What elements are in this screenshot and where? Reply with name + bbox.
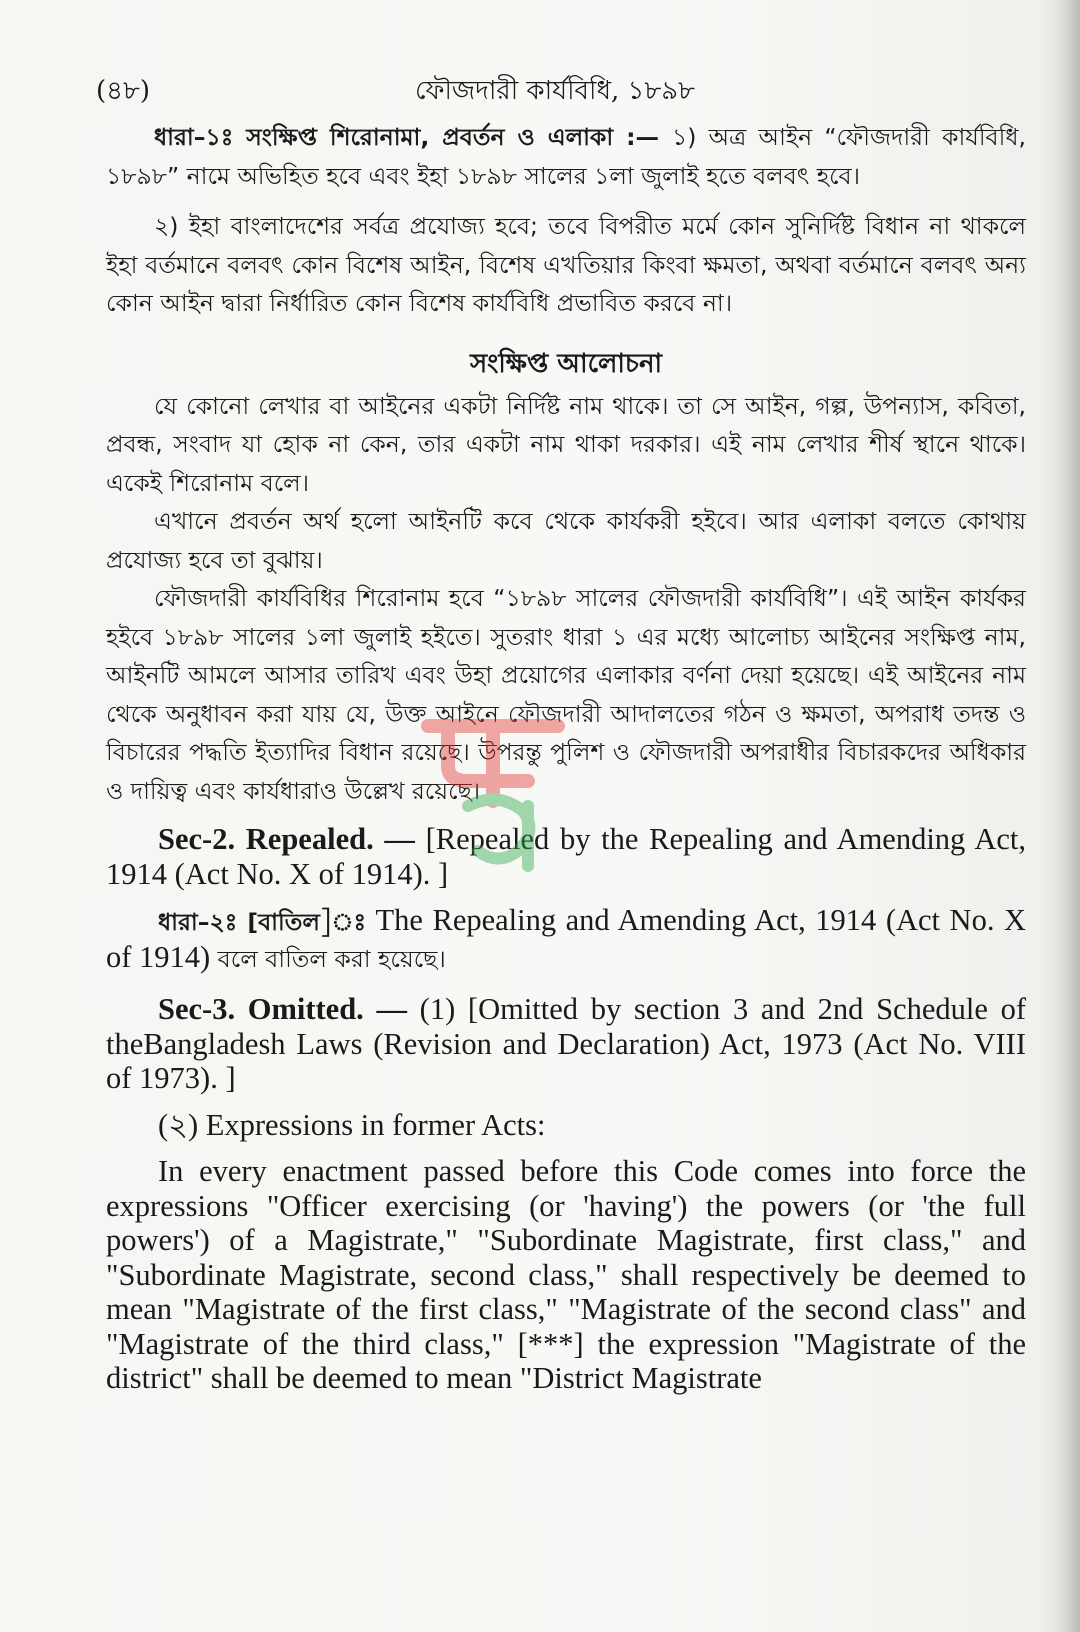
page-edge-shadow: [1054, 0, 1080, 1632]
section1-clause1: [106, 118, 1026, 195]
sec3-paragraph: [106, 992, 1026, 1096]
dhara2-text-bn: বলে বাতিল করা হয়েছে।: [210, 944, 446, 973]
dhara2-paragraph: [106, 903, 1026, 976]
sec3-heading: Sec-3. Omitted. —: [158, 992, 407, 1026]
discussion-para3: ফৌজদারী কার্যবিধির শিরোনাম হবে “১৮৯৮ সালের ফৌজদারী কার্যবিধি”। এই আইন কার্যকর হইবে ১৮৯৮ সালের ১লা জুলাই হইতে। সুতরাং ধারা ১ এর মধ্যে আলোচ্য আইনের সংক্ষিপ্ত নাম, আইনটি আমলে আসার তারিখ এবং উহা প্রয়োগের এলাকার বর্ণনা দেয়া হয়েছে। এই আইনের নাম থেকে অনুধাবন করা যায় যে, উক্ত আইনে ফৌজদারী আদালতের গঠন ও ক্ষমতা, অপরাধ তদন্ত ও বিচারের পদ্ধতি ইত্যাদির বিধান রয়েছে। উপরন্তু পুলিশ ও ফৌজদারী অপরাধীর বিচারকদের অধিকার ও দায়িত্ব এবং কার্যধারাও উল্লেখ রয়েছে।: [106, 584, 1026, 805]
sec3-body: In every enactment passed before this Code comes into force the expressions "Officer exercising (or 'having') the powers (or 'the full powers') of a Magistrate," "Subordinate Magistrate, first class," and "Subordinate Magistrate, second class," shall respectively be deemed to mean "Magistrate of the first class," "Magistrate of the second class" and "Magistrate of the third class," [***] the expression "Magistrate of the district" shall be deemed to mean "District Magistrate: [106, 1154, 1026, 1395]
running-title: ফৌজদারী কার্যবিধি, ১৮৯৮: [414, 76, 696, 106]
discussion-para2: এখানে প্রবর্তন অর্থ হলো আইনটি কবে থেকে কার্যকরী হইবে। আর এলাকা বলতে কোথায় প্রযোজ্য হবে তা বুঝায়।: [106, 507, 1026, 574]
page-number: (৪৮): [96, 76, 151, 106]
section1-heading: ধারা–১ঃ সংক্ষিপ্ত শিরোনামা, প্রবর্তন ও এলাকা :—: [154, 123, 672, 151]
page-content: [106, 118, 1026, 1396]
sec3-text: (1) [Omitted by section 3 and 2nd Schedule of theBangladesh Laws (Revision and Declaration) Act, 1973 (Act No. VIII of 1973). ]: [106, 992, 1026, 1095]
sec3-subsection-2: (২) Expressions in former Acts:: [158, 1107, 546, 1142]
sec2-paragraph: [106, 822, 1026, 891]
discussion-para1: যে কোনো লেখার বা আইনের একটা নির্দিষ্ট নাম থাকে। তা সে আইন, গল্প, উপন্যাস, কবিতা, প্রবন্ধ, সংবাদ যা হোক না কেন, তার একটা নাম থাকা দরকার। এই নাম লেখার শীর্ষ স্থানে থাকে। একেই শিরোনাম বলে।: [106, 391, 1026, 497]
page-header: [90, 66, 1020, 110]
sec2-text: [Repealed by the Repealing and Amending Act, 1914 (Act No. X of 1914). ]: [106, 822, 1026, 891]
sec2-heading: Sec-2. Repealed. —: [158, 822, 415, 856]
section1-clause2: ২) ইহা বাংলাদেশের সর্বত্র প্রযোজ্য হবে; তবে বিপরীত মর্মে কোন সুনির্দিষ্ট বিধান না থাকলে ইহা বর্তমানে বলবৎ কোন বিশেষ আইন, বিশেষ এখতিয়ার কিংবা ক্ষমতা, অথবা বর্তমানে বলবৎ অন্য কোন আইন দ্বারা নির্ধারিত কোন বিশেষ কার্যবিধি প্রভাবিত করবে না।: [106, 212, 1026, 317]
discussion-title: সংক্ষিপ্ত আলোচনা: [469, 348, 663, 379]
dhara2-text-en: The Repealing and Amending Act, 1914 (Act No. X of 1914): [106, 903, 1026, 974]
dhara2-heading: ধারা–২ঃ [বাতিল]ঃ: [158, 908, 367, 936]
section1-clause1-text: ১) অত্র আইন “ফৌজদারী কার্যবিধি, ১৮৯৮” নামে অভিহিত হবে এবং ইহা ১৮৯৮ সালের ১লা জুলাই হতে বলবৎ হবে।: [106, 123, 1026, 190]
